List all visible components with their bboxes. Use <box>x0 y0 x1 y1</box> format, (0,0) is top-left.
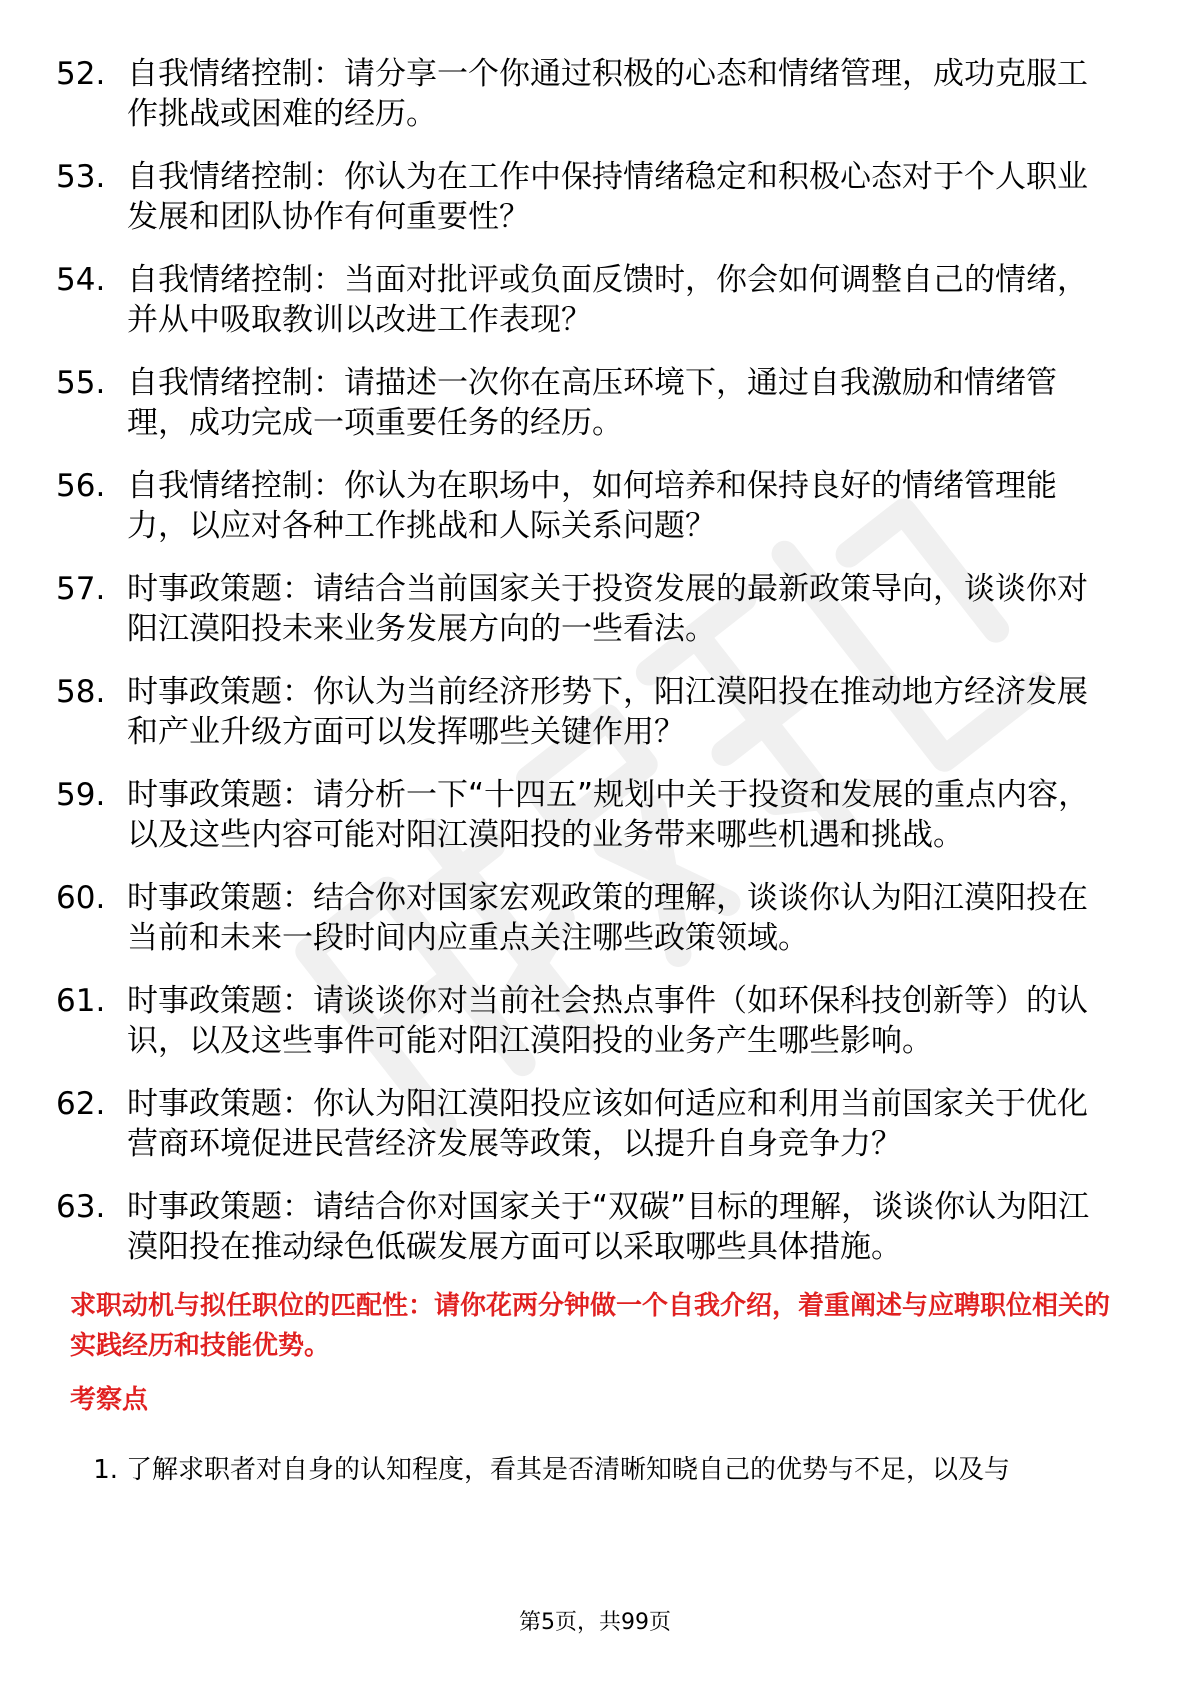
question-item <box>56 775 1136 855</box>
question-item <box>56 569 1136 649</box>
question-item <box>56 878 1136 958</box>
question-text: 时事政策题：请谈谈你对当前社会热点事件（如环保科技创新等）的认识，以及这些事件可能对阳江漠阳投的业务产生哪些影响。 <box>127 983 1088 1059</box>
question-item <box>56 1187 1136 1267</box>
question-number: 54. <box>56 262 106 298</box>
question-item <box>56 981 1136 1061</box>
question-text: 时事政策题：你认为当前经济形势下，阳江漠阳投在推动地方经济发展和产业升级方面可以发挥哪些关键作用？ <box>127 674 1088 750</box>
question-item <box>56 363 1136 443</box>
question-item <box>56 157 1136 237</box>
question-text: 自我情绪控制：你认为在工作中保持情绪稳定和积极心态对于个人职业发展和团队协作有何重要性？ <box>127 159 1088 235</box>
question-number: 60. <box>56 880 106 916</box>
question-item <box>56 672 1136 752</box>
question-text: 自我情绪控制：你认为在职场中，如何培养和保持良好的情绪管理能力，以应对各种工作挑战和人际关系问题？ <box>127 468 1057 544</box>
question-text: 自我情绪控制：请描述一次你在高压环境下，通过自我激励和情绪管理，成功完成一项重要任务的经历。 <box>127 365 1057 441</box>
list-item <box>70 1450 1130 1490</box>
question-number: 59. <box>56 777 106 813</box>
question-number: 61. <box>56 983 106 1019</box>
question-number: 57. <box>56 571 106 607</box>
question-number: 52. <box>56 56 106 92</box>
section-subheading: 考察点 <box>70 1385 149 1415</box>
question-number: 63. <box>56 1189 106 1225</box>
question-text: 时事政策题：你认为阳江漠阳投应该如何适应和利用当前国家关于优化营商环境促进民营经济发展等政策，以提升自身竞争力？ <box>127 1086 1088 1162</box>
question-text: 自我情绪控制：请分享一个你通过积极的心态和情绪管理，成功克服工作挑战或困难的经历。 <box>127 56 1088 132</box>
question-number: 62. <box>56 1086 106 1122</box>
question-list <box>56 54 1136 1290</box>
question-text: 时事政策题：请结合当前国家关于投资发展的最新政策导向，谈谈你对阳江漠阳投未来业务发展方向的一些看法。 <box>127 571 1088 647</box>
question-number: 58. <box>56 674 106 710</box>
question-text: 时事政策题：结合你对国家宏观政策的理解，谈谈你认为阳江漠阳投在当前和未来一段时间内应重点关注哪些政策领域。 <box>127 880 1088 956</box>
question-item <box>56 466 1136 546</box>
question-item <box>56 54 1136 134</box>
question-text: 时事政策题：请分析一下“十四五”规划中关于投资和发展的重点内容，以及这些内容可能对阳江漠阳投的业务带来哪些机遇和挑战。 <box>127 777 1090 853</box>
section-heading: 求职动机与拟任职位的匹配性：请你花两分钟做一个自我介绍，着重阐述与应聘职位相关的实践经历和技能优势。 <box>70 1291 1111 1361</box>
question-number: 53. <box>56 159 106 195</box>
question-number: 56. <box>56 468 106 504</box>
question-item <box>56 260 1136 340</box>
question-text: 自我情绪控制：当面对批评或负面反馈时，你会如何调整自己的情绪，并从中吸取教训以改进工作表现？ <box>127 262 1088 338</box>
question-number: 55. <box>56 365 106 401</box>
page-footer: 第5页，共99页 <box>519 1610 671 1635</box>
point-text: 了解求职者对自身的认知程度，看其是否清晰知晓自己的优势与不足，以及与 <box>126 1455 1011 1485</box>
question-text: 时事政策题：请结合你对国家关于“双碳”目标的理解，谈谈你认为阳江漠阳投在推动绿色低碳发展方面可以采取哪些具体措施。 <box>127 1189 1090 1265</box>
point-number: 1. <box>93 1455 118 1485</box>
question-item <box>56 1084 1136 1164</box>
